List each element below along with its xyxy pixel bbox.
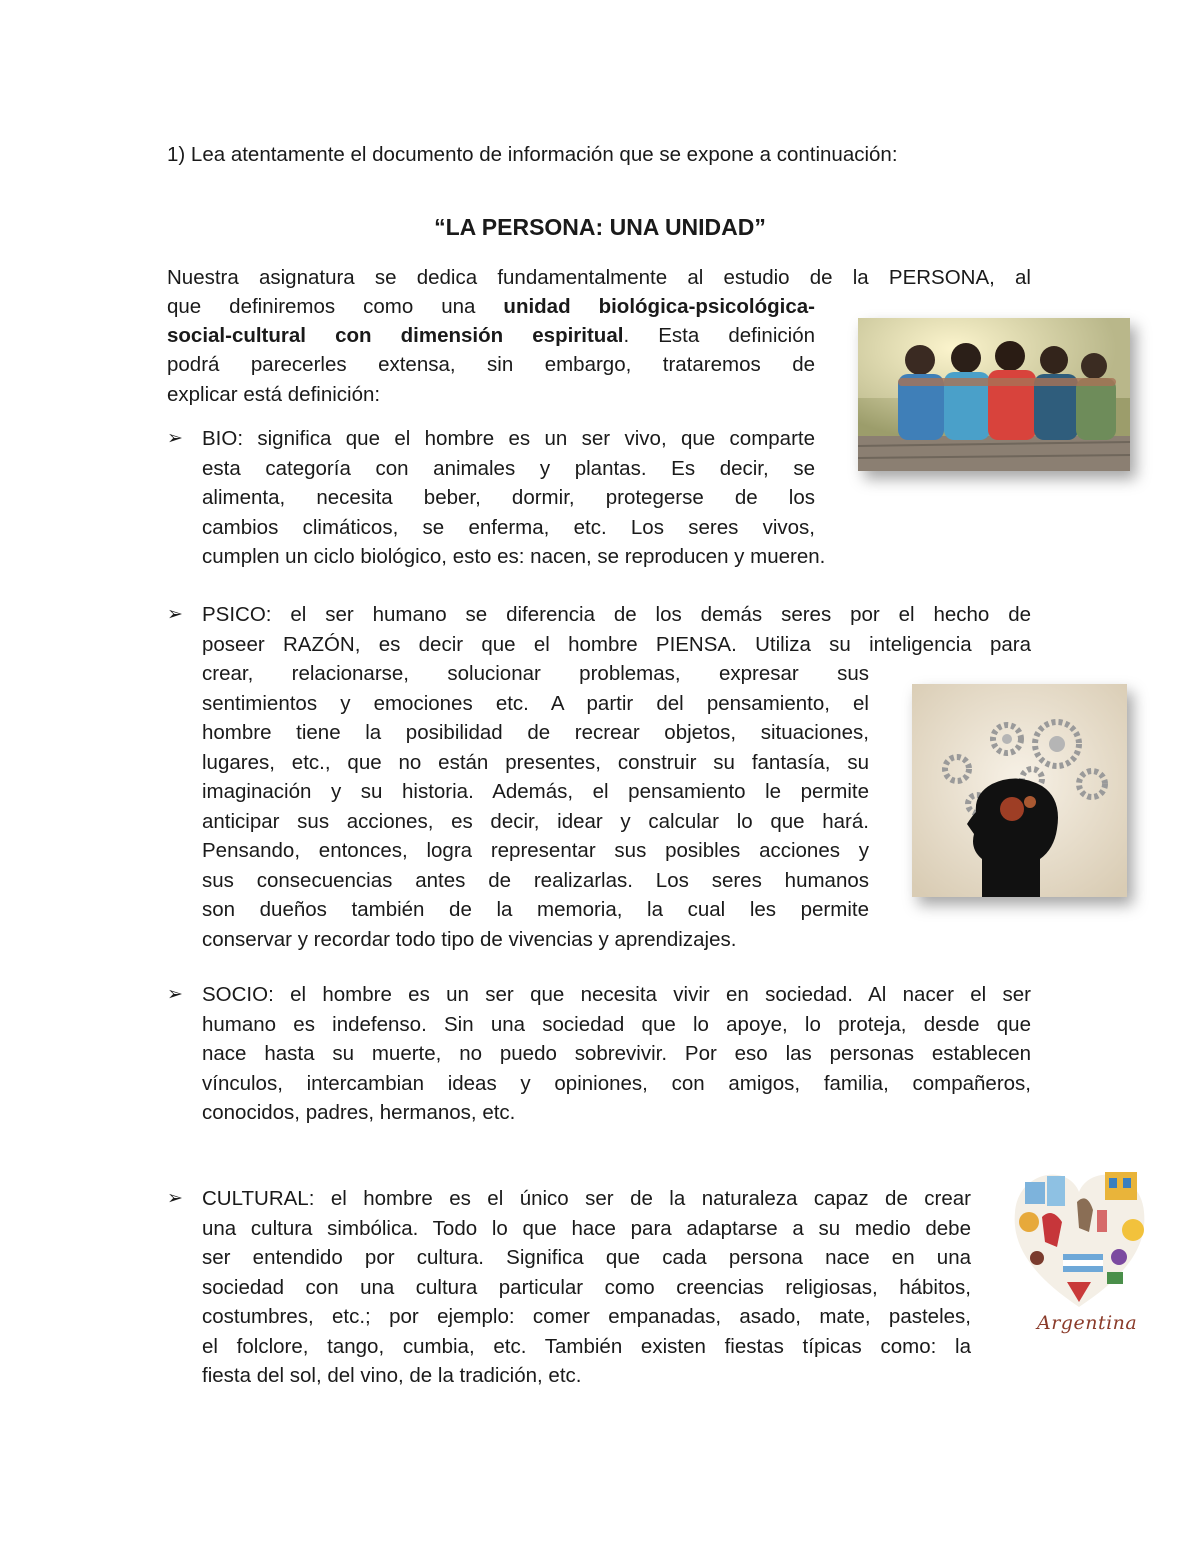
intro-text-3b: . Esta definición [623,324,815,347]
instruction-text: 1) Lea atentamente el documento de información que se expone a continuación: [167,143,898,166]
head-gears-illustration [912,684,1127,897]
socio-line-5: conocidos, padres, hermanos, etc. [202,1101,516,1124]
intro-line-3 [167,321,815,351]
socio-paragraph [202,980,1031,1128]
intro-line-5 [167,380,815,410]
bullet-psico-icon: ➢ [167,604,183,625]
cultural-line-5: costumbres, etc.; por ejemplo: comer empanadas, asado, mate, pasteles, [202,1305,971,1328]
children-hugging-image [858,318,1130,471]
intro-text-5: explicar está definición: [167,383,381,406]
psico-line-4: sentimientos y emociones etc. A partir del pensamiento, el [202,691,869,715]
cultural-line-6: el folclore, tango, cumbia, etc. También existen fiestas típicas como: la [202,1334,971,1358]
bio-line-5: cumplen un ciclo biológico, esto es: nacen, se reproducen y mueren. [202,545,826,568]
argentina-heart-illustration [1007,1162,1152,1312]
bio-line-2: esta categoría con animales y plantas. Es decir, se [202,456,815,480]
psico-line-5: hombre tiene la posibilidad de recrear objetos, situaciones, [202,721,869,744]
cultural-line-3: ser entendido por cultura. Significa que cada persona nace en una [202,1246,971,1269]
psico-paragraph-narrow [202,659,869,954]
bullet-cultural-icon: ➢ [167,1188,183,1209]
cultural-paragraph [202,1184,971,1391]
intro-text-2a: que definiremos como una [167,295,504,318]
socio-line-4: vínculos, intercambian ideas y opiniones, con amigos, familia, compañeros, [202,1071,1031,1095]
psico-line-11: son dueños también de la memoria, la cual les permite [202,898,869,921]
bio-line-1: BIO: significa que el hombre es un ser vivo, que comparte [202,427,815,450]
psico-line-1: PSICO: el ser humano se diferencia de los demás seres por el hecho de [202,603,1031,626]
intro-bold-3: social-cultural con dimensión espiritual [167,324,624,347]
cultural-line-4: sociedad con una cultura particular como creencias religiosas, hábitos, [202,1275,971,1299]
bio-line-4: cambios climáticos, se enferma, etc. Los seres vivos, [202,515,815,539]
argentina-heart-image [1007,1162,1152,1347]
intro-bold-2: unidad biológica-psicológica- [503,295,815,318]
psico-line-10: sus consecuencias antes de realizarlas. Los seres humanos [202,868,869,892]
cultural-line-2: una cultura simbólica. Todo lo que hace para adaptarse a su medio debe [202,1216,971,1240]
socio-line-3: nace hasta su muerte, no puedo sobrevivir. Por eso las personas establecen [202,1042,1031,1065]
psico-line-7: imaginación y su historia. Además, el pensamiento le permite [202,780,869,803]
psico-paragraph-wide [202,600,1031,659]
psico-line-8: anticipar sus acciones, es decir, idear y calcular lo que hará. [202,809,869,833]
bullet-socio-icon: ➢ [167,984,183,1005]
psico-line-9: Pensando, entonces, logra representar sus posibles acciones y [202,839,869,862]
head-gears-image [912,684,1127,897]
psico-line-3: crear, relacionarse, solucionar problemas, expresar sus [202,662,869,685]
intro-line-4 [167,350,815,380]
bio-line-3: alimenta, necesita beber, dormir, protegerse de los [202,486,815,509]
cultural-line-1: CULTURAL: el hombre es el único ser de la naturaleza capaz de crear [202,1187,971,1210]
psico-line-6: lugares, etc., que no están presentes, construir su fantasía, su [202,750,869,774]
intro-text-4: podrá parecerles extensa, sin embargo, trataremos de [167,353,815,376]
intro-text-1: Nuestra asignatura se dedica fundamentalmente al estudio de la PERSONA, al [167,266,1031,289]
psico-line-2: poseer RAZÓN, es decir que el hombre PIENSA. Utiliza su inteligencia para [202,632,1031,656]
argentina-caption: Argentina [1037,1312,1138,1334]
cultural-line-7: fiesta del sol, del vino, de la tradición, etc. [202,1364,582,1387]
socio-line-2: humano es indefenso. Sin una sociedad que lo apoye, lo proteja, desde que [202,1012,1031,1036]
intro-line-1 [167,263,1031,293]
bullet-bio-icon: ➢ [167,428,183,449]
bio-paragraph [202,424,815,542]
document-title: “LA PERSONA: UNA UNIDAD” [434,214,766,240]
psico-line-12: conservar y recordar todo tipo de vivencias y aprendizajes. [202,927,737,951]
children-illustration [858,318,1130,471]
socio-line-1: SOCIO: el hombre es un ser que necesita vivir en sociedad. Al nacer el ser [202,983,1031,1006]
intro-line-2 [167,292,815,322]
